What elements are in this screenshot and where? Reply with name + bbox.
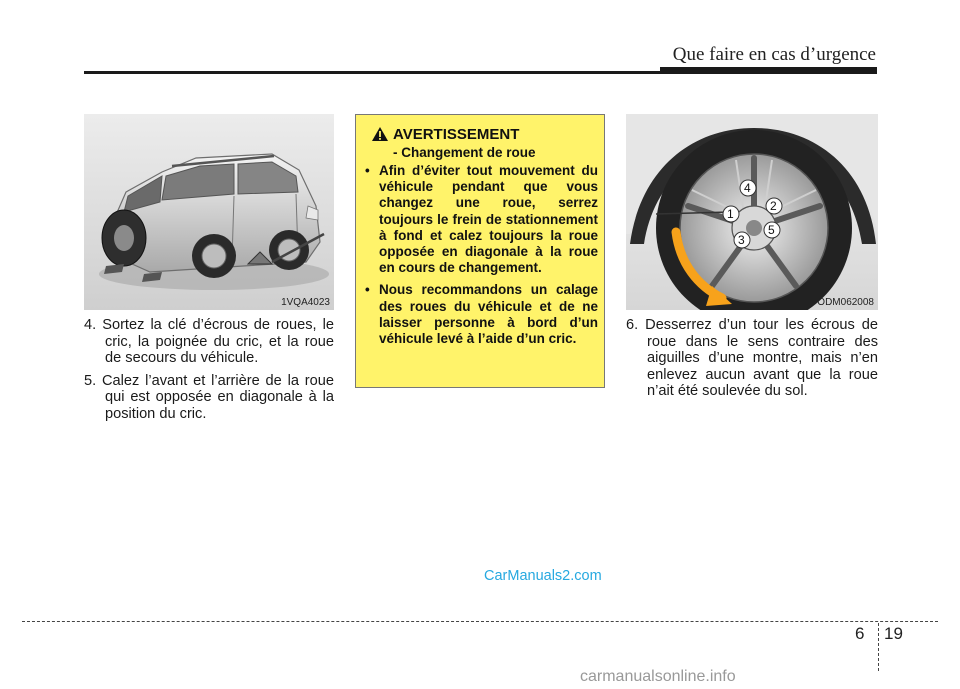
watermark-link[interactable]: CarManuals2.com [484, 568, 602, 584]
site-footer-link[interactable]: carmanualsonline.info [580, 668, 736, 685]
nut-label-5: 5 [768, 223, 775, 237]
header-rule-accent [660, 67, 877, 72]
section-number: 6 [855, 624, 865, 643]
step-6: 6. Desserrez d’un tour les écrous de roue dans le sens contraire des aiguilles d’une montre, mais n’en enlevez aucun avant que la roue n’ait été soulevée du sol. [626, 317, 878, 400]
warning-triangle-icon [371, 126, 389, 142]
warning-item: • Afin d’éviter tout mouvement du véhicule pendant que vous changez une roue, serrez toujours le frein de stationnement à fond et calez toujours la roue opposée en diagonale à la roue en cours de changement. [364, 163, 598, 276]
nut-label-4: 4 [744, 181, 751, 195]
warning-subtitle: - Changement de roue [393, 145, 536, 160]
warning-box [355, 114, 605, 388]
left-instructions [84, 317, 334, 429]
warning-title: AVERTISSEMENT [393, 126, 520, 143]
page-header-title: Que faire en cas d’urgence [672, 44, 876, 65]
warning-item: • Nous recommandons un calage des roues du véhicule et de ne laisser personne à bord d’un véhicule levé à l’aide d’un cric. [364, 282, 598, 347]
nut-label-1: 1 [727, 207, 734, 221]
step-5: 5. Calez l’avant et l’arrière de la roue qui est opposée en diagonale à la position du cric. [84, 372, 334, 422]
nut-label-2: 2 [770, 199, 777, 213]
wheel-nut-illustration [626, 114, 878, 310]
step-4: 4. Sortez la clé d’écrous de roues, le cric, la poignée du cric, et la roue de secours du véhicule. [84, 317, 334, 367]
car-jack-drawing [84, 114, 334, 310]
wheel-drawing [626, 114, 878, 310]
footer-rule [22, 621, 938, 622]
figure-code: 1VQA4023 [281, 297, 330, 308]
nut-label-3: 3 [738, 233, 745, 247]
car-jack-illustration [84, 114, 334, 310]
page-number: 19 [884, 624, 903, 643]
footer-divider [878, 623, 879, 671]
warning-list [364, 163, 598, 353]
right-instructions [626, 317, 878, 406]
figure-code: ODM062008 [817, 297, 874, 308]
